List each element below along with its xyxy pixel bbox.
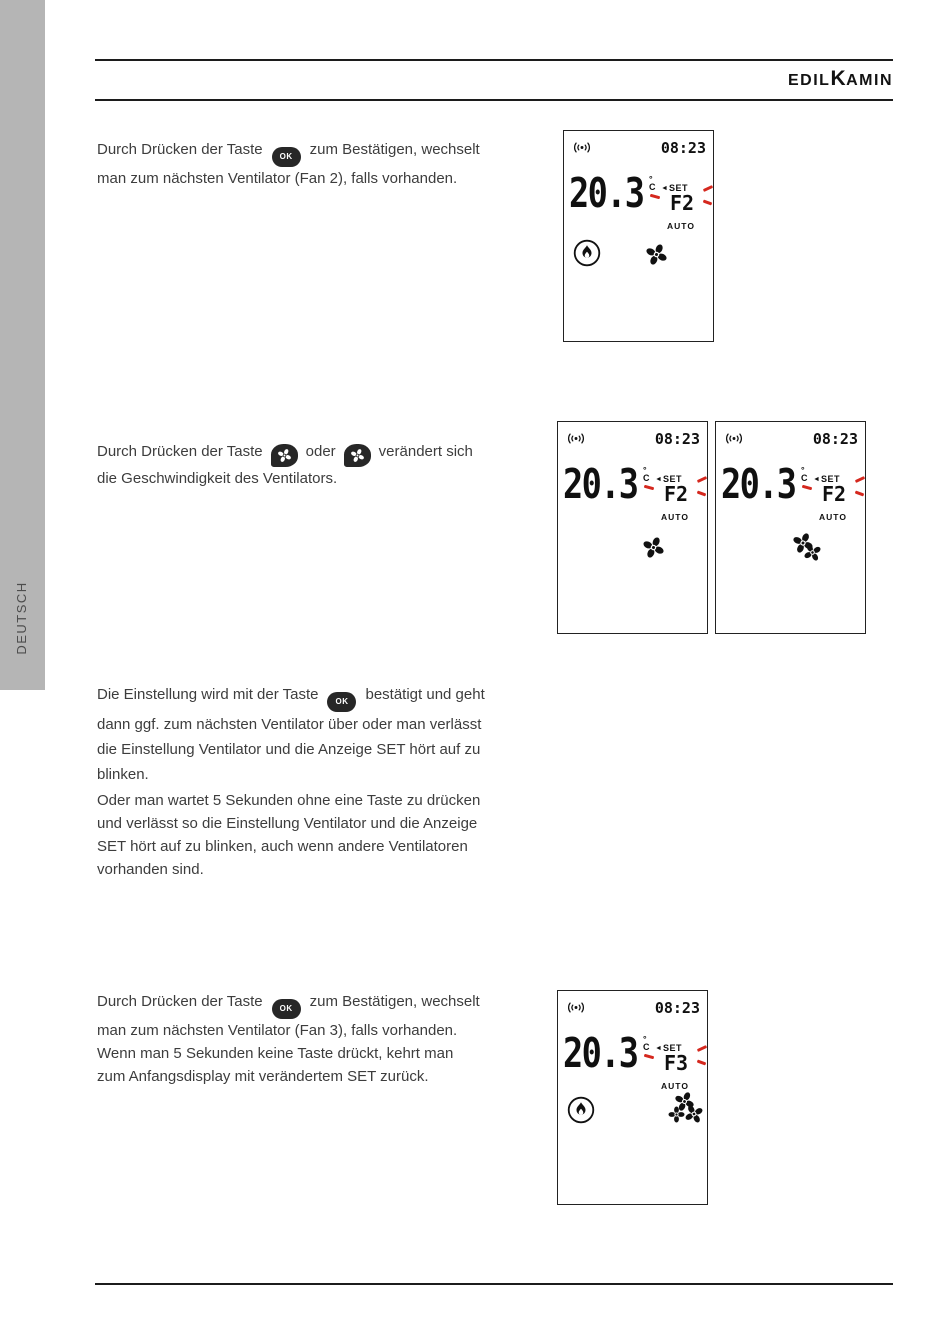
fan-icon bbox=[642, 536, 665, 564]
header-rule-bottom bbox=[95, 99, 893, 101]
paragraph-fan-speed bbox=[97, 440, 485, 490]
paragraph-fan2-confirm bbox=[97, 138, 485, 190]
set-label: SET bbox=[662, 1043, 682, 1053]
blink-mark bbox=[697, 1045, 707, 1052]
signal-icon bbox=[565, 1000, 587, 1015]
blink-mark bbox=[650, 194, 660, 199]
fan-speed-down-button-icon bbox=[344, 444, 371, 467]
text-segment: oder bbox=[305, 443, 336, 460]
ok-button-label: OK bbox=[279, 152, 293, 161]
auto-mode-label: AUTO bbox=[661, 1081, 689, 1091]
blink-mark bbox=[697, 476, 707, 483]
fan-icon bbox=[645, 243, 668, 271]
blink-mark bbox=[703, 185, 713, 192]
fan-stage-display: F2 bbox=[664, 482, 689, 506]
auto-mode-label: AUTO bbox=[819, 512, 847, 522]
set-label: SET bbox=[820, 474, 840, 484]
temperature-unit: °C bbox=[801, 465, 808, 483]
temperature-display: 20.3 bbox=[721, 460, 796, 508]
blink-mark bbox=[644, 1054, 654, 1059]
text-segment: Durch Drücken der Taste bbox=[97, 993, 263, 1010]
clock-display: 08:23 bbox=[654, 999, 700, 1017]
ok-button-icon bbox=[327, 692, 356, 712]
blink-mark bbox=[855, 476, 865, 483]
fan-speed-up-button-icon bbox=[271, 444, 298, 467]
brand-part: AMIN bbox=[846, 72, 893, 89]
temperature-unit: °C bbox=[643, 465, 650, 483]
set-label: SET bbox=[668, 183, 688, 193]
set-arrow-icon: ◄ bbox=[661, 184, 668, 192]
flame-icon bbox=[573, 239, 601, 272]
temperature-unit: °C bbox=[643, 1034, 650, 1052]
display-panel-fan2 bbox=[563, 130, 714, 342]
fan-icon bbox=[277, 448, 292, 463]
display-panel-speed-b bbox=[715, 421, 866, 634]
signal-icon bbox=[571, 140, 593, 155]
signal-icon bbox=[723, 431, 745, 446]
temperature-unit: °C bbox=[649, 174, 656, 192]
text-segment: zum Bestätigen, wechselt man zum nächsten Ventilator (Fan 3), falls vorhanden. Wenn man 5 Sekunden keine Taste drückt, kehrt man zum Anfangsdisplay mit verändertem SET zurück. bbox=[97, 993, 480, 1085]
ok-button-label: OK bbox=[279, 1004, 293, 1013]
text-segment: Durch Drücken der Taste bbox=[97, 443, 263, 460]
text-segment: zum Bestätigen, wechselt man zum nächsten Ventilator (Fan 2), falls vorhanden. bbox=[97, 141, 480, 187]
ok-button-icon bbox=[272, 147, 301, 167]
footer-rule bbox=[95, 1283, 893, 1285]
language-label: DEUTSCH bbox=[14, 581, 29, 655]
display-panel-speed-a bbox=[557, 421, 708, 634]
clock-display: 08:23 bbox=[660, 139, 706, 157]
fan-icon bbox=[350, 448, 365, 463]
text-segment: verändert sich die Geschwindigkeit des Ventilators. bbox=[97, 443, 473, 487]
temperature-display: 20.3 bbox=[563, 460, 638, 508]
signal-icon bbox=[565, 431, 587, 446]
brand-part: EDIL bbox=[787, 72, 831, 89]
set-label: SET bbox=[662, 474, 682, 484]
set-arrow-icon: ◄ bbox=[655, 1044, 662, 1052]
temperature-display: 20.3 bbox=[569, 169, 644, 217]
text-segment: Durch Drücken der Taste bbox=[97, 141, 263, 158]
blink-mark bbox=[855, 491, 864, 497]
set-arrow-icon: ◄ bbox=[655, 475, 662, 483]
flame-icon bbox=[567, 1096, 595, 1129]
blink-mark bbox=[697, 1060, 706, 1066]
language-sidebar bbox=[0, 0, 45, 690]
fan-cluster-icon bbox=[668, 1091, 708, 1131]
blink-mark bbox=[697, 491, 706, 497]
brand-logo bbox=[580, 67, 893, 91]
fan-stage-display: F3 bbox=[664, 1051, 689, 1075]
paragraph-confirm-setting bbox=[97, 682, 485, 787]
blink-mark bbox=[703, 200, 712, 206]
ok-button-icon bbox=[272, 999, 301, 1019]
set-arrow-icon: ◄ bbox=[813, 475, 820, 483]
paragraph-fan3-confirm bbox=[97, 990, 485, 1088]
auto-mode-label: AUTO bbox=[667, 221, 695, 231]
blink-mark bbox=[802, 485, 812, 490]
display-panel-fan3 bbox=[557, 990, 708, 1205]
clock-display: 08:23 bbox=[654, 430, 700, 448]
clock-display: 08:23 bbox=[812, 430, 858, 448]
temperature-display: 20.3 bbox=[563, 1029, 638, 1077]
ok-button-label: OK bbox=[335, 697, 349, 706]
auto-mode-label: AUTO bbox=[661, 512, 689, 522]
paragraph-wait-5s: Oder man wartet 5 Sekunden ohne eine Taste zu drücken und verlässt so die Einstellung Ventilator und die Anzeige SET hört auf zu blinken, auch wenn andere Ventilatoren vorhanden sind. bbox=[97, 792, 481, 878]
header-rule-top bbox=[95, 59, 893, 61]
fan-cluster-icon bbox=[792, 532, 830, 568]
brand-part: K bbox=[830, 67, 847, 90]
text-segment: bestätigt und geht dann ggf. zum nächsten Ventilator über oder man verlässt die Einstellung Ventilator und die Anzeige SET hört auf zu blinken. bbox=[97, 686, 485, 783]
fan-stage-display: F2 bbox=[670, 191, 695, 215]
blink-mark bbox=[644, 485, 654, 490]
fan-stage-display: F2 bbox=[822, 482, 847, 506]
text-segment: Die Einstellung wird mit der Taste bbox=[97, 686, 319, 703]
